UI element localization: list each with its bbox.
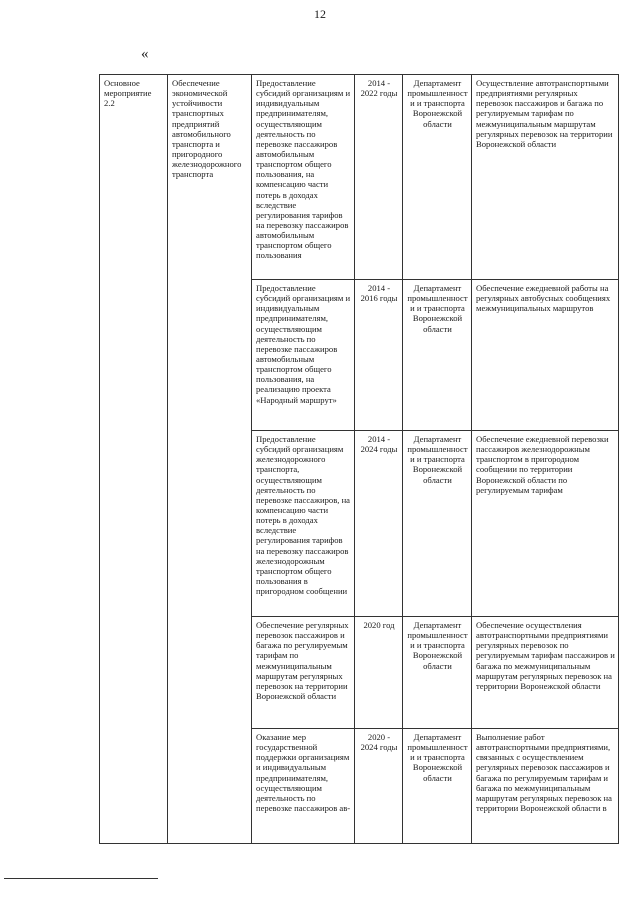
- opening-quote-mark: «: [141, 46, 149, 62]
- description-cell: Предоставление субсидий организациям и индивидуальным предпринимателям, осуществляющим деятельность по перевозке пассажиров автомобильным транспортом общего пользования, на компенсацию части потерь в доходах вследствие регулирования тарифов на перевозку пассажиров автомобильным транспортом общего пользования: [252, 75, 355, 280]
- period-cell: 2020 - 2024 годы: [355, 729, 403, 844]
- department-cell: Департамент промышленности и транспорта Воронежской области: [403, 280, 472, 431]
- department-cell: Департамент промышленности и транспорта Воронежской области: [403, 431, 472, 617]
- department-cell: Департамент промышленности и транспорта Воронежской области: [403, 617, 472, 729]
- footer-separator-line: [4, 878, 158, 879]
- department-cell: Департамент промышленности и транспорта Воронежской области: [403, 75, 472, 280]
- activity-name-cell: Обеспечение экономической устойчивости транспортных предприятий автомобильного транспорта и пригородного железнодорожного транспорта: [168, 75, 252, 844]
- result-cell: Обеспечение ежедневной перевозки пассажиров железнодорожным транспортом в пригородном сообщении по территории Воронежской области по регулируемым тарифам: [472, 431, 619, 617]
- department-cell: Департамент промышленности и транспорта Воронежской области: [403, 729, 472, 844]
- period-cell: 2014 - 2022 годы: [355, 75, 403, 280]
- result-cell: Обеспечение ежедневной работы на регулярных автобусных сообщениях межмуниципальных маршрутов: [472, 280, 619, 431]
- program-activities-table: [99, 74, 619, 844]
- description-cell: Предоставление субсидий организациям железнодорожного транспорта, осуществляющим деятельность по перевозке пассажиров, на компенсацию части потерь в доходах вследствие регулирования тарифов на перевозку пассажиров железнодорожным транспортом общего пользования в пригородном сообщении: [252, 431, 355, 617]
- period-cell: 2020 год: [355, 617, 403, 729]
- page-number: 12: [314, 7, 326, 21]
- activity-label-cell: Основное мероприятие 2.2: [100, 75, 168, 844]
- description-cell: Оказание мер государственной поддержки организациям и индивидуальным предпринимателям, осуществляющим деятельность по перевозке пассажиров ав-: [252, 729, 355, 844]
- period-cell: 2014 - 2016 годы: [355, 280, 403, 431]
- result-cell: Выполнение работ автотранспортными предприятиями, связанных с осуществлением регулярных перевозок пассажиров и багажа по регулируемым тарифам и багажа по межмуниципальным маршрутам регулярных перевозок на территории Воронежской области в: [472, 729, 619, 844]
- description-cell: Обеспечение регулярных перевозок пассажиров и багажа по регулируемым тарифам по межмуниципальным маршрутам регулярных перевозок на территории Воронежской области: [252, 617, 355, 729]
- result-cell: Осуществление автотранспортными предприятиями регулярных перевозок пассажиров и багажа по регулируемым тарифам по межмуниципальным маршрутам регулярных перевозок на территории Воронежской области: [472, 75, 619, 280]
- table-row: [100, 75, 619, 280]
- description-cell: Предоставление субсидий организациям и индивидуальным предпринимателям, осуществляющим деятельность по перевозке пассажиров автомобильным транспортом общего пользования, на реализацию проекта «Народный маршрут»: [252, 280, 355, 431]
- period-cell: 2014 - 2024 годы: [355, 431, 403, 617]
- result-cell: Обеспечение осуществления автотранспортными предприятиями регулярных перевозок по регулируемым тарифам пассажиров и багажа по межмуниципальным маршрутам регулярных перевозок на территории Воронежской области: [472, 617, 619, 729]
